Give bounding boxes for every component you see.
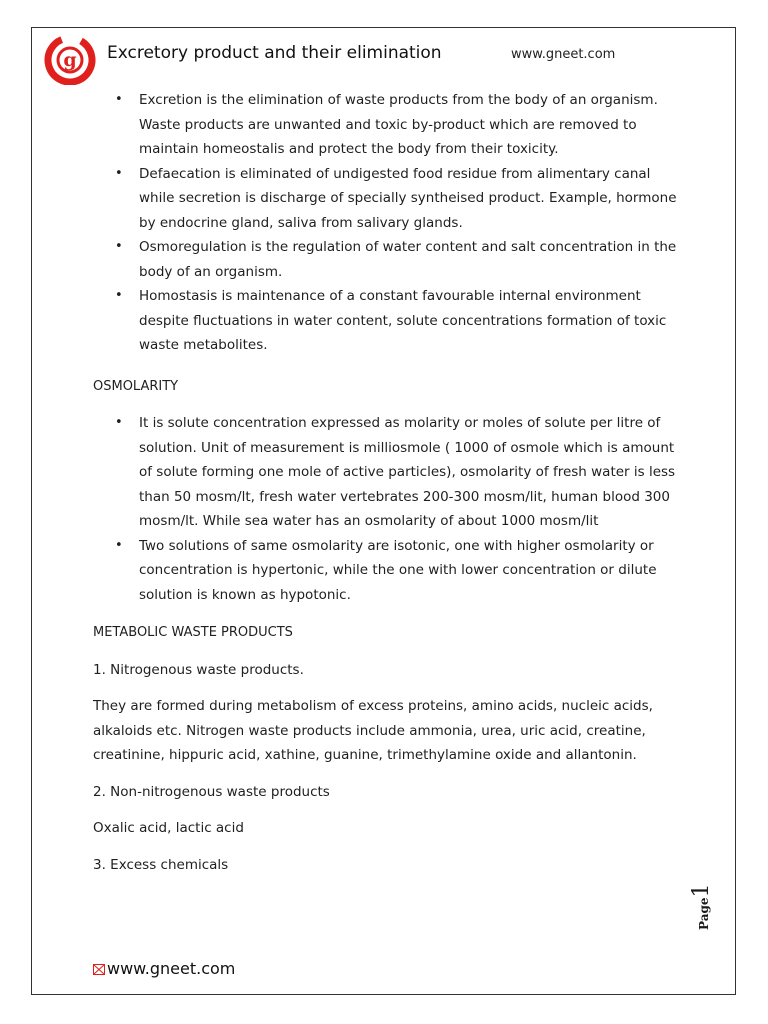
list-item: • Excretion is the elimination of waste products from the body of an organism. Waste products are unwanted and toxic by-product which are removed to maintain homeostalis and protect the body from their toxicity.: [93, 88, 683, 162]
paragraph-non-nitrogenous: Oxalic acid, lactic acid: [93, 820, 244, 836]
subheading-non-nitrogenous: 2. Non-nitrogenous waste products: [93, 783, 330, 800]
page-number-value: 1: [689, 883, 714, 898]
list-item: • Homostasis is maintenance of a constant favourable internal environment despite fluctuations in water content, solute concentrations formation of toxic waste metabolites.: [93, 284, 683, 358]
page-label: Page: [697, 897, 711, 930]
document-body: [93, 88, 683, 889]
svg-text:g: g: [63, 49, 77, 71]
section-heading-metabolic: METABOLIC WASTE PRODUCTS: [93, 625, 293, 640]
gneet-small-icon: [93, 964, 106, 975]
list-item: • Osmoregulation is the regulation of water content and salt concentration in the body of an organism.: [93, 235, 683, 284]
list-item: • It is solute concentration expressed as molarity or moles of solute per litre of solution. Unit of measurement is milliosmole ( 1000 of osmole which is amount of solute forming one mole of active particles), osmolarity of fresh water is less than 50 mosm/lt, fresh water vertebrates 200-300 mosm/lit, human blood 300 mosm/lt. While sea water has an osmolarity of about 1000 mosm/lit: [93, 411, 683, 534]
intro-bullet-list: [93, 88, 683, 358]
list-item: • Defaecation is eliminated of undigested food residue from alimentary canal while secretion is discharge of specially syntheised product. Example, hormone by endocrine gland, saliva from salivary glands.: [93, 162, 683, 236]
list-item: • Two solutions of same osmolarity are isotonic, one with higher osmolarity or concentration is hypertonic, while the one with lower concentration or dilute solution is known as hypotonic.: [93, 534, 683, 608]
header-url[interactable]: www.gneet.com: [511, 47, 616, 62]
page-number: [689, 883, 749, 930]
footer: [93, 959, 235, 978]
subheading-excess-chemicals: 3. Excess chemicals: [93, 856, 229, 873]
section-heading-osmolarity: OSMOLARITY: [93, 378, 179, 394]
header-title: Excretory product and their elimination: [107, 43, 442, 63]
gneet-logo-icon: [44, 33, 96, 85]
osmolarity-bullet-list: [93, 411, 683, 607]
paragraph-nitrogenous: They are formed during metabolism of excess proteins, amino acids, nucleic acids, alkaloids etc. Nitrogen waste products include ammonia, urea, uric acid, creatine, creatinine, hippuric acid, xathine, guanine, trimethylamine oxide and allantonin.: [93, 698, 653, 763]
subheading-nitrogenous: 1. Nitrogenous waste products.: [93, 661, 304, 678]
footer-url[interactable]: www.gneet.com: [107, 959, 236, 978]
